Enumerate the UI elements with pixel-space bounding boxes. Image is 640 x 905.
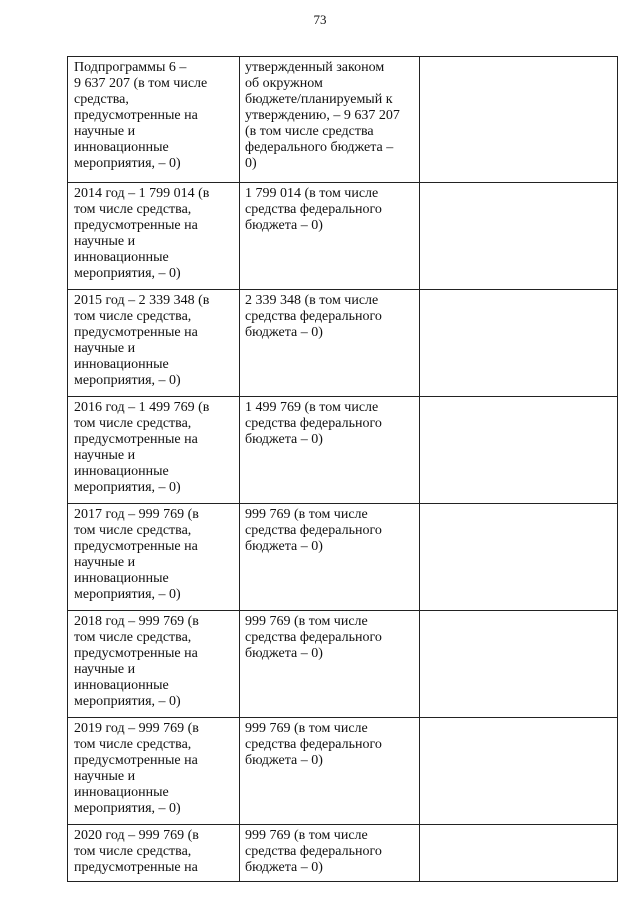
table-row (68, 504, 617, 611)
table-cell-amount: 2 339 348 (в том числе средства федерального бюджета – 0) (239, 290, 419, 396)
table-cell-period: 2014 год – 1 799 014 (в том числе средства, предусмотренные на научные и инновационные мероприятия, – 0) (74, 186, 210, 281)
table-row (68, 183, 617, 290)
table-row (68, 611, 617, 718)
table-row (68, 397, 617, 504)
page-number: 73 (313, 12, 327, 27)
table-cell-period: Подпрограммы 6 – 9 637 207 (в том числе средства, предусмотренные на научные и инновационные мероприятия, – 0) (74, 60, 208, 171)
table-cell-empty (419, 611, 617, 717)
table-row (68, 290, 617, 397)
table-cell-empty (419, 504, 617, 610)
table-cell-empty (419, 57, 617, 182)
table-cell-amount: 999 769 (в том числе средства федерального бюджета – 0) (239, 825, 419, 881)
table-cell-empty (419, 718, 617, 824)
table-cell-period: 2018 год – 999 769 (в том числе средства, предусмотренные на научные и инновационные мероприятия, – 0) (74, 614, 199, 709)
funding-table (67, 56, 618, 882)
table-cell-period: 2017 год – 999 769 (в том числе средства, предусмотренные на научные и инновационные мероприятия, – 0) (74, 507, 199, 602)
table-cell-amount: 999 769 (в том числе средства федерального бюджета – 0) (239, 504, 419, 610)
table-cell-amount: 1 799 014 (в том числе средства федерального бюджета – 0) (239, 183, 419, 289)
table-cell-empty (419, 183, 617, 289)
table-cell-period: 2020 год – 999 769 (в том числе средства, предусмотренные на (74, 828, 199, 875)
table-row (68, 825, 617, 881)
table-cell-period: 2019 год – 999 769 (в том числе средства, предусмотренные на научные и инновационные мероприятия, – 0) (74, 721, 199, 816)
table-cell-period: 2016 год – 1 499 769 (в том числе средства, предусмотренные на научные и инновационные мероприятия, – 0) (74, 400, 210, 495)
table-cell-period: 2015 год – 2 339 348 (в том числе средства, предусмотренные на научные и инновационные мероприятия, – 0) (74, 293, 210, 388)
table-row (68, 57, 617, 183)
table-row (68, 718, 617, 825)
table-cell-empty (419, 290, 617, 396)
table-cell-amount: 999 769 (в том числе средства федерального бюджета – 0) (239, 718, 419, 824)
table-cell-amount: утвержденный законом об окружном бюджете/планируемый к утверждению, – 9 637 207 (в том числе средства федерального бюджета – 0) (239, 57, 419, 182)
table-cell-amount: 999 769 (в том числе средства федерального бюджета – 0) (239, 611, 419, 717)
table-cell-empty (419, 825, 617, 881)
table-cell-empty (419, 397, 617, 503)
table-cell-amount: 1 499 769 (в том числе средства федерального бюджета – 0) (239, 397, 419, 503)
